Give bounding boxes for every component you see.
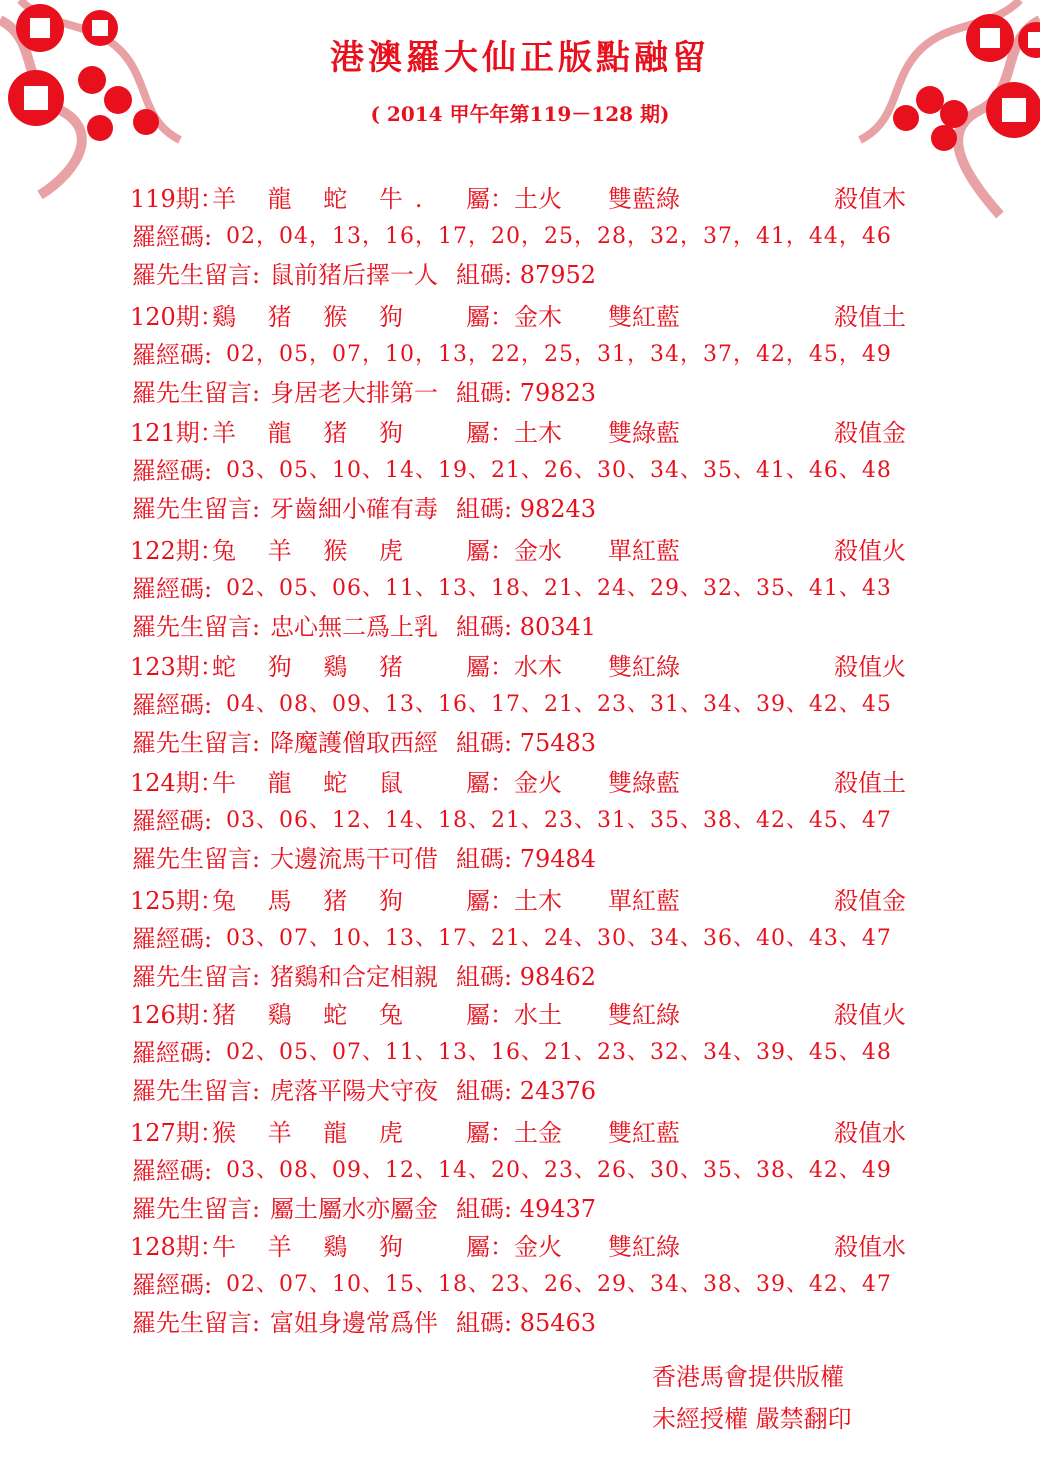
issue-number: 119期： (130, 185, 224, 213)
color-wave: 雙紅藍 (608, 303, 680, 331)
color-wave: 雙紅綠 (608, 653, 680, 681)
group-code: 組碼: 79484 (456, 845, 597, 873)
zodiac-list: 鷄 猪 猴 狗 (212, 303, 415, 331)
codes-value: 03、06、12、14、18、21、23、31、35、38、42、45、47 (226, 808, 892, 833)
note-label: 羅先生留言: (132, 963, 261, 991)
codes-label: 羅經碼: (132, 341, 213, 369)
period-block (0, 1230, 1040, 1348)
group-code: 組碼: 24376 (456, 1077, 597, 1105)
note-text: 大邊流馬干可借 (270, 845, 438, 873)
note-text: 身居老大排第一 (270, 379, 438, 407)
issue-number: 121期： (130, 419, 224, 447)
color-wave: 雙綠藍 (608, 769, 680, 797)
element-attribute: 屬：金火 (466, 769, 562, 797)
codes-value: 03、08、09、12、14、20、23、26、30、35、38、42、49 (226, 1158, 892, 1183)
kill-value: 殺值火 (834, 653, 906, 681)
codes-label: 羅經碼: (132, 575, 213, 603)
period-block (0, 766, 1040, 884)
zodiac-list: 兔 馬 猪 狗 (212, 887, 415, 915)
element-attribute: 屬：土金 (466, 1119, 562, 1147)
issue-number: 122期： (130, 537, 224, 565)
codes-label: 羅經碼: (132, 223, 213, 251)
kill-value: 殺值金 (834, 419, 906, 447)
period-block (0, 650, 1040, 768)
codes-label: 羅經碼: (132, 1157, 213, 1185)
note-text: 牙齒細小確有毒 (270, 495, 438, 523)
group-code: 組碼: 75483 (456, 729, 597, 757)
issue-number: 123期： (130, 653, 224, 681)
note-label: 羅先生留言: (132, 729, 261, 757)
page-subtitle: ( 2014 甲午年第119－128 期) (370, 102, 670, 126)
element-attribute: 屬：水木 (466, 653, 562, 681)
zodiac-list: 牛 龍 蛇 鼠 (212, 769, 415, 797)
kill-value: 殺值水 (834, 1233, 906, 1261)
period-block (0, 416, 1040, 534)
period-block (0, 182, 1040, 300)
element-attribute: 屬：金木 (466, 303, 562, 331)
element-attribute: 屬：金水 (466, 537, 562, 565)
period-block (0, 300, 1040, 418)
period-block (0, 998, 1040, 1116)
color-wave: 雙綠藍 (608, 419, 680, 447)
note-label: 羅先生留言: (132, 1309, 261, 1337)
color-wave: 單紅藍 (608, 887, 680, 915)
color-wave: 雙紅綠 (608, 1001, 680, 1029)
codes-value: 02、05、07、11、13、16、21、23、32、34、39、45、48 (226, 1040, 892, 1065)
codes-label: 羅經碼: (132, 691, 213, 719)
group-code: 組碼: 87952 (456, 261, 597, 289)
note-label: 羅先生留言: (132, 495, 261, 523)
note-text: 降魔護僧取西經 (270, 729, 438, 757)
group-code: 組碼: 80341 (456, 613, 597, 641)
kill-value: 殺值水 (834, 1119, 906, 1147)
issue-number: 125期： (130, 887, 224, 915)
zodiac-list: 兔 羊 猴 虎 (212, 537, 415, 565)
zodiac-list: 猪 鷄 蛇 兔 (212, 1001, 415, 1029)
note-text: 忠心無二爲上乳 (270, 613, 438, 641)
codes-value: 02，05，07，10，13，22，25，31，34，37，42，45，49 (226, 342, 892, 367)
codes-label: 羅經碼: (132, 925, 213, 953)
kill-value: 殺值金 (834, 887, 906, 915)
note-label: 羅先生留言: (132, 1195, 261, 1223)
note-text: 屬土屬水亦屬金 (270, 1195, 438, 1223)
color-wave: 雙紅藍 (608, 1119, 680, 1147)
note-text: 富姐身邊常爲伴 (270, 1309, 438, 1337)
issue-number: 127期： (130, 1119, 224, 1147)
note-text: 猪鷄和合定相親 (270, 963, 438, 991)
element-attribute: 屬：金火 (466, 1233, 562, 1261)
page-title: 港澳羅大仙正版點融留 (330, 38, 710, 78)
issue-number: 128期： (130, 1233, 224, 1261)
codes-value: 03、05、10、14、19、21、26、30、34、35、41、46、48 (226, 458, 892, 483)
group-code: 組碼: 79823 (456, 379, 597, 407)
period-block (0, 884, 1040, 1002)
issue-number: 126期： (130, 1001, 224, 1029)
color-wave: 雙藍綠 (608, 185, 680, 213)
codes-label: 羅經碼: (132, 807, 213, 835)
note-label: 羅先生留言: (132, 845, 261, 873)
note-label: 羅先生留言: (132, 261, 261, 289)
element-attribute: 屬：土木 (466, 887, 562, 915)
period-block (0, 534, 1040, 652)
codes-value: 02，04，13，16，17，20，25，28，32，37，41，44，46 (226, 224, 892, 249)
note-text: 虎落平陽犬守夜 (270, 1077, 438, 1105)
codes-label: 羅經碼: (132, 1039, 213, 1067)
issue-number: 124期： (130, 769, 224, 797)
codes-value: 02、05、06、11、13、18、21、24、29、32、35、41、43 (226, 576, 892, 601)
kill-value: 殺值土 (834, 303, 906, 331)
issue-number: 120期： (130, 303, 224, 331)
kill-value: 殺值木 (834, 185, 906, 213)
note-label: 羅先生留言: (132, 613, 261, 641)
group-code: 組碼: 85463 (456, 1309, 597, 1337)
no-reprint-line: 未經授權 嚴禁翻印 (652, 1405, 852, 1433)
zodiac-list: 羊 龍 猪 狗 (212, 419, 415, 447)
copyright-line: 香港馬會提供版權 (652, 1363, 844, 1391)
kill-value: 殺值火 (834, 1001, 906, 1029)
kill-value: 殺值土 (834, 769, 906, 797)
zodiac-list: 牛 羊 鷄 狗 (212, 1233, 415, 1261)
note-label: 羅先生留言: (132, 1077, 261, 1105)
element-attribute: 屬：土木 (466, 419, 562, 447)
group-code: 組碼: 49437 (456, 1195, 597, 1223)
color-wave: 單紅藍 (608, 537, 680, 565)
note-text: 鼠前猪后擇一人 (270, 261, 438, 289)
element-attribute: 屬：土火 (466, 185, 562, 213)
codes-label: 羅經碼: (132, 1271, 213, 1299)
color-wave: 雙紅綠 (608, 1233, 680, 1261)
group-code: 組碼: 98462 (456, 963, 597, 991)
kill-value: 殺值火 (834, 537, 906, 565)
zodiac-list: 猴 羊 龍 虎 (212, 1119, 415, 1147)
codes-value: 03、07、10、13、17、21、24、30、34、36、40、43、47 (226, 926, 892, 951)
note-label: 羅先生留言: (132, 379, 261, 407)
codes-value: 02、07、10、15、18、23、26、29、34、38、39、42、47 (226, 1272, 892, 1297)
codes-label: 羅經碼: (132, 457, 213, 485)
codes-value: 04、08、09、13、16、17、21、23、31、34、39、42、45 (226, 692, 892, 717)
zodiac-list: 蛇 狗 鷄 猪 (212, 653, 415, 681)
element-attribute: 屬：水土 (466, 1001, 562, 1029)
period-block (0, 1116, 1040, 1234)
zodiac-list: 羊 龍 蛇 牛. (212, 185, 435, 213)
group-code: 組碼: 98243 (456, 495, 597, 523)
